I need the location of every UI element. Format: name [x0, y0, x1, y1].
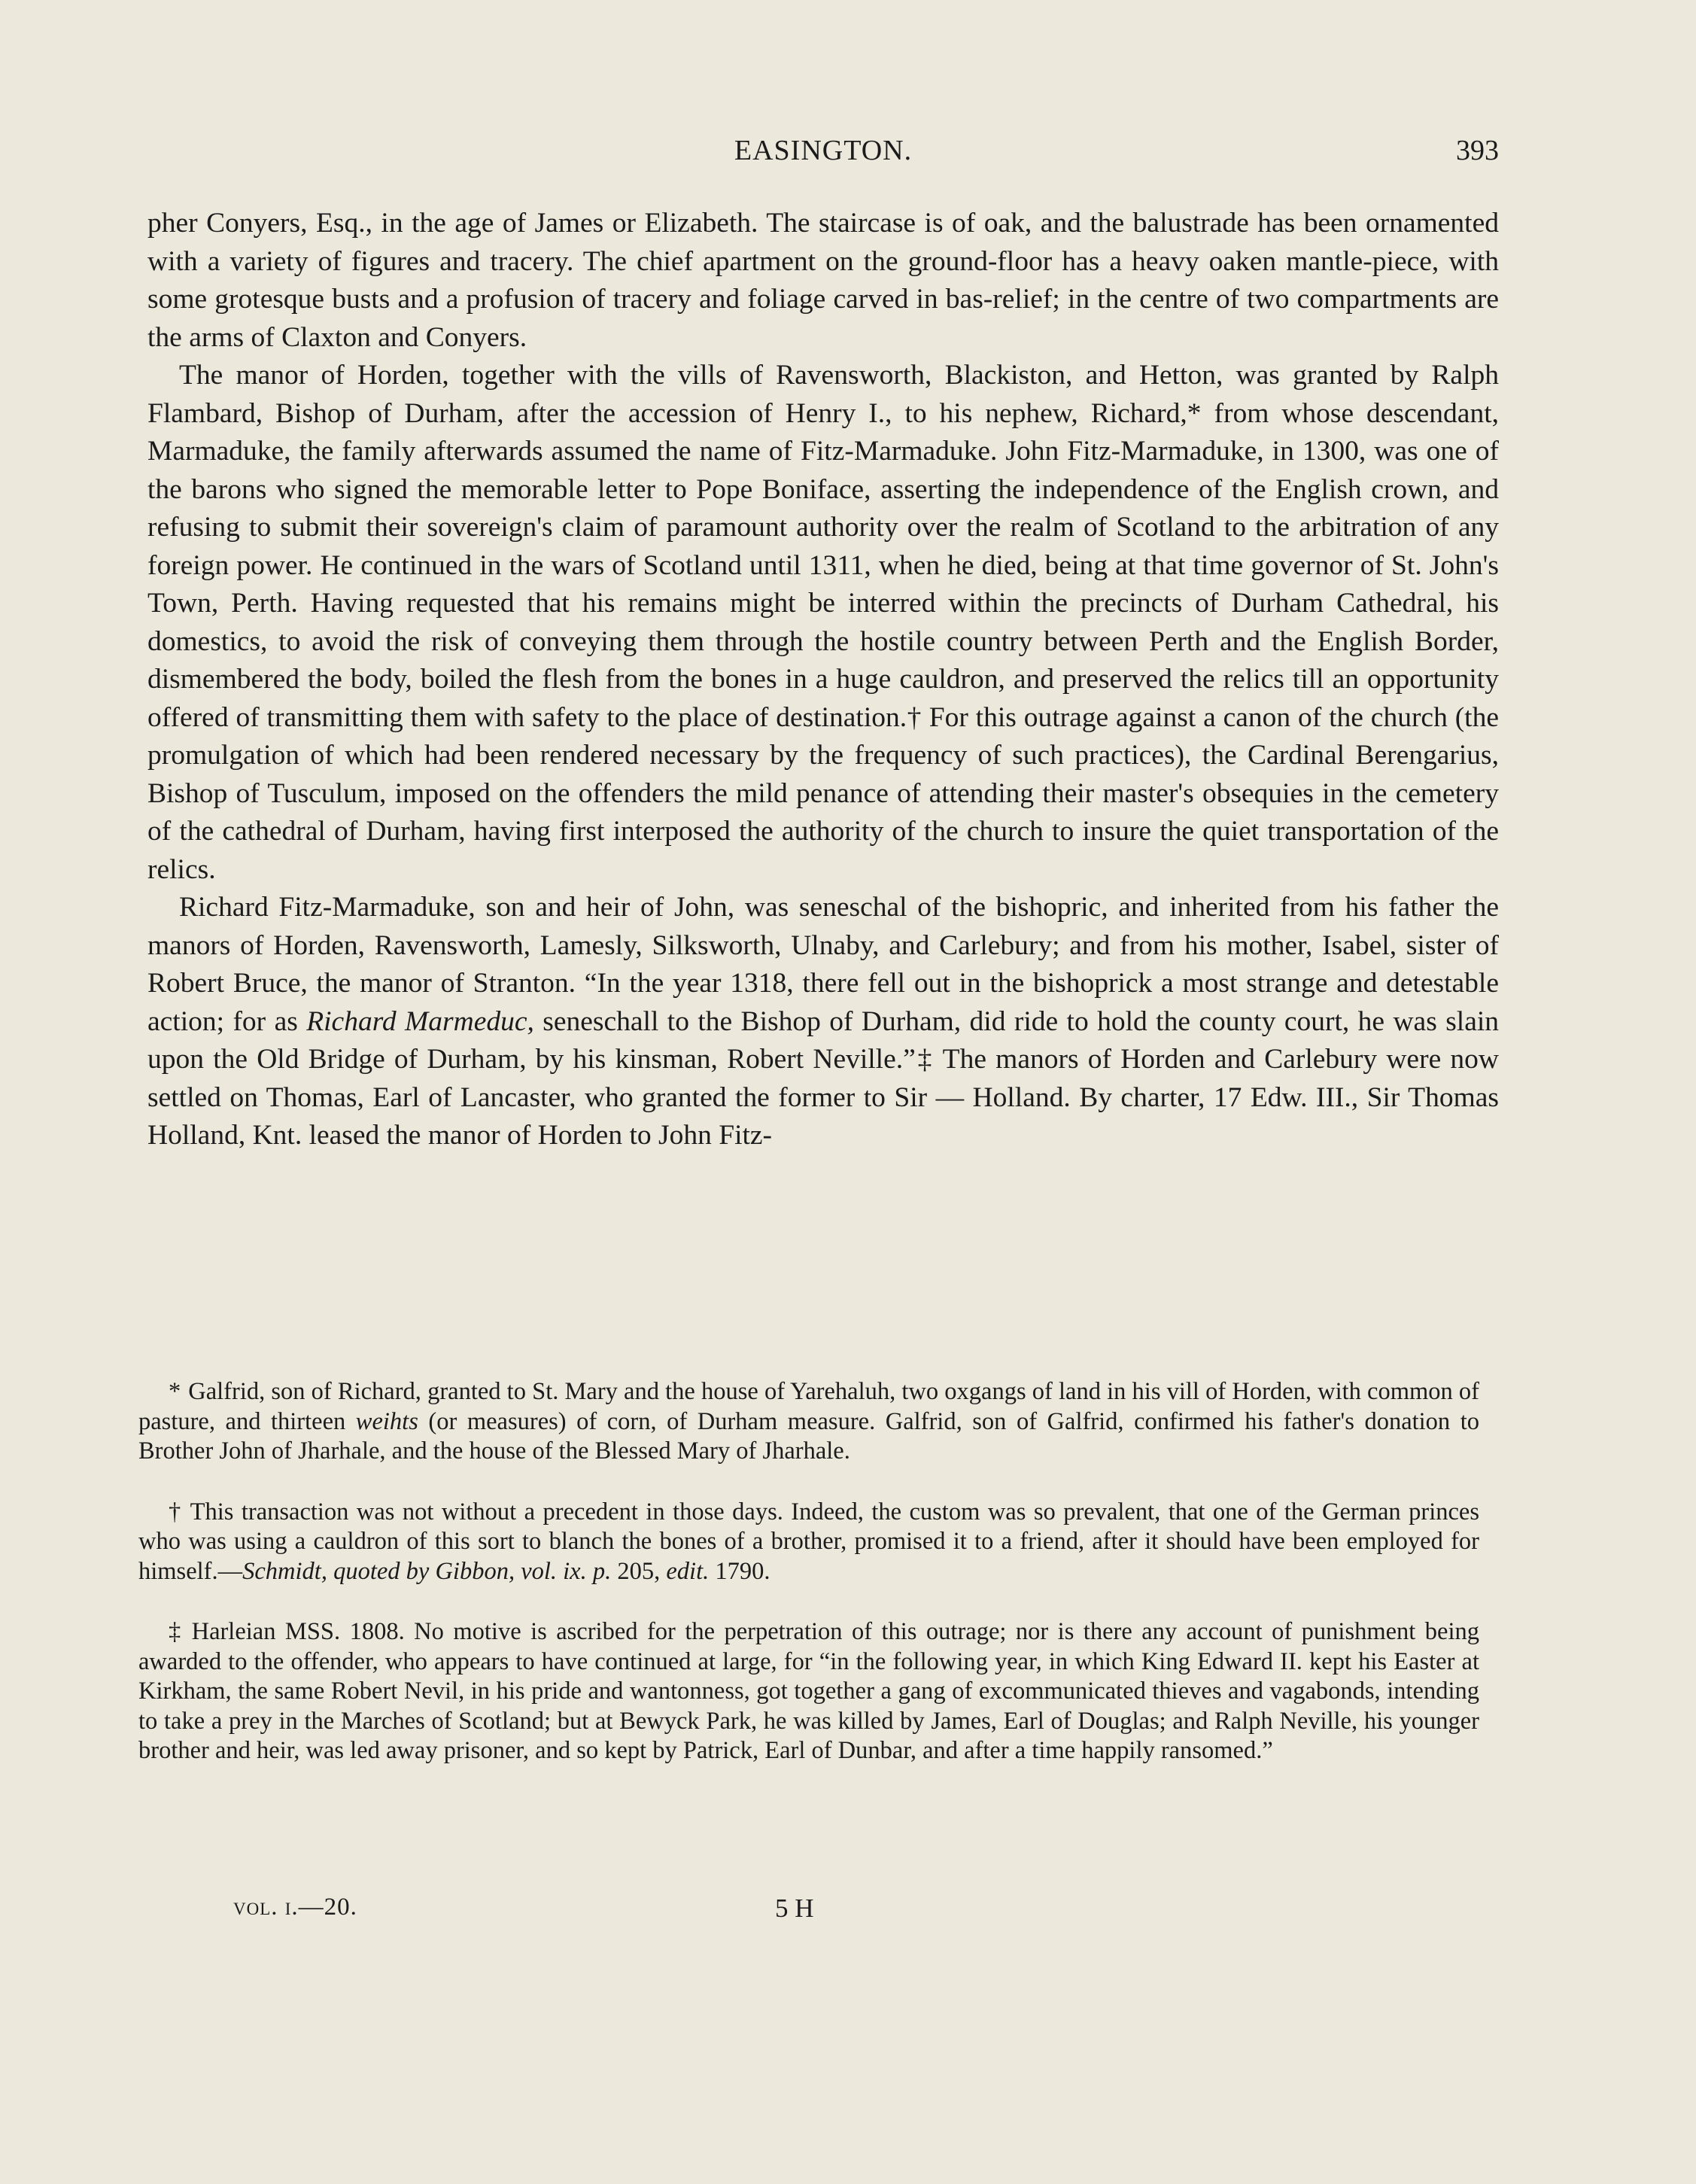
paragraph-3-after: seneschall to the Bishop of Durham, did ride to hold the county court, he was slain upon the Old Bridge of Durham, by his kinsman, Robert Neville.”‡ The manors of Horden and Carlebury were now settled on Thomas, Earl of Lancaster, who granted the former to Sir — Holland. By charter, 17 Edw. III., Sir Thomas Holland, Knt. leased the manor of Horden to John Fitz-: [147, 1005, 1500, 1151]
footnote-2-italic-1: Schmidt, quoted by Gibbon, vol. ix. p.: [242, 1557, 612, 1585]
footnote-2: [138, 1498, 1479, 1587]
footnote-mark: *: [169, 1378, 181, 1405]
page-header: [147, 134, 1499, 176]
paragraph-2: The manor of Horden, together with the vills of Ravensworth, Blackiston, and Hetton, was granted by Ralph Flambard, Bishop of Durham, after the accession of Henry I., to his nephew, Richard,* from whose descendant, Marmaduke, the family afterwards assumed the name of Fitz-Marmaduke. John Fitz-Marmaduke, in 1300, was one of the barons who signed the memorable letter to Pope Boniface, asserting the independence of the English crown, and refusing to submit their sovereign's claim of paramount authority over the realm of Scotland to the arbitration of any foreign power. He continued in the wars of Scotland until 1311, when he died, being at that time governor of St. John's Town, Perth. Having requested that his remains might be interred within the precincts of Durham Cathedral, his domestics, to avoid the risk of conveying them through the hostile country between Perth and the English Border, dismembered the body, boiled the flesh from the bones in a huge cauldron, and preserved the relics till an opportunity offered of transmitting them with safety to the place of destination.† For this outrage against a canon of the church (the promulgation of which had been rendered necessary by the frequency of such practices), the Cardinal Berengarius, Bishop of Tusculum, imposed on the offenders the mild penance of attending their master's obsequies in the cemetery of the cathedral of Durham, having first interposed the authority of the church to insure the quiet transportation of the relics.: [147, 360, 1499, 885]
footnote-3: [138, 1617, 1479, 1766]
footnote-2-middle: 205,: [617, 1557, 661, 1585]
footnote-1: [138, 1377, 1479, 1467]
footnote-2-after: 1790.: [715, 1557, 770, 1585]
signature-mark: 5 H: [775, 1894, 814, 1923]
page-number: 393: [1456, 135, 1499, 166]
footnote-3-text: Harleian MSS. 1808. No motive is ascribed for the perpetration of this outrage; nor is there any account of punishment being awarded to the offender, who appears to have continued at large, for “in the following year, in which King Edward II. kept his Easter at Kirkham, the same Robert Nevil, in his pride and wantonness, got together a gang of excommunicated thieves and vagabonds, intending to take a prey in the Marches of Scotland; but at Bewyck Park, he was killed by James, Earl of Douglas; and Ralph Neville, his younger brother and heir, was led away prisoner, and so kept by Patrick, Earl of Dunbar, and after a time happily ransomed.”: [138, 1618, 1479, 1764]
main-text: [147, 205, 1499, 1155]
running-head: EASINGTON.: [734, 135, 913, 166]
volume-mark: vol. i.—20.: [233, 1894, 357, 1921]
paragraph-3-before: Richard Fitz-Marmaduke, son and heir of John, was seneschal of the bishopric, and inherited from his father the manors of Horden, Ravensworth, Lamesly, Silksworth, Ulnaby, and Carlebury; and from his mother, Isabel, sister of Robert Bruce, the manor of Stranton. “In the year 1318, there fell out in the bishoprick a most strange and detestable action; for as: [147, 892, 1499, 1037]
footnote-2-before: This transaction was not without a precedent in those days. Indeed, the custom was so prevalent, that one of the German princes who was using a cauldron of this sort to blanch the bones of a brother, promised it to a friend, after it should have been employed for himself.—: [138, 1498, 1479, 1585]
paragraph-3-italic: Richard Marmeduc,: [306, 1005, 534, 1037]
footnote-2-italic-2: edit.: [666, 1557, 710, 1585]
paragraph-1: pher Conyers, Esq., in the age of James or Elizabeth. The staircase is of oak, and the balustrade has been ornamented with a variety of figures and tracery. The chief apartment on the ground-floor has a heavy oaken mantle-piece, with some grotesque busts and a profusion of tracery and foliage carved in bas-relief; in the centre of two compartments are the arms of Claxton and Conyers.: [147, 208, 1499, 353]
footnote-mark: †: [169, 1498, 183, 1525]
footnote-mark: ‡: [169, 1618, 184, 1645]
signature-line: [233, 1894, 910, 1928]
paragraph-3: [147, 889, 1499, 1155]
footnotes: [138, 1377, 1479, 1797]
footnote-1-italic: weihts: [355, 1407, 418, 1435]
footnote-1-before: Galfrid, son of Richard, granted to St. Mary and the house of Yarehaluh, two oxgangs of land in his vill of Horden, with common of pasture, and thirteen: [138, 1378, 1479, 1435]
footnote-1-after: (or measures) of corn, of Durham measure. Galfrid, son of Galfrid, confirmed his father's donation to Brother John of Jharhale, and the house of the Blessed Mary of Jharhale.: [138, 1407, 1480, 1465]
